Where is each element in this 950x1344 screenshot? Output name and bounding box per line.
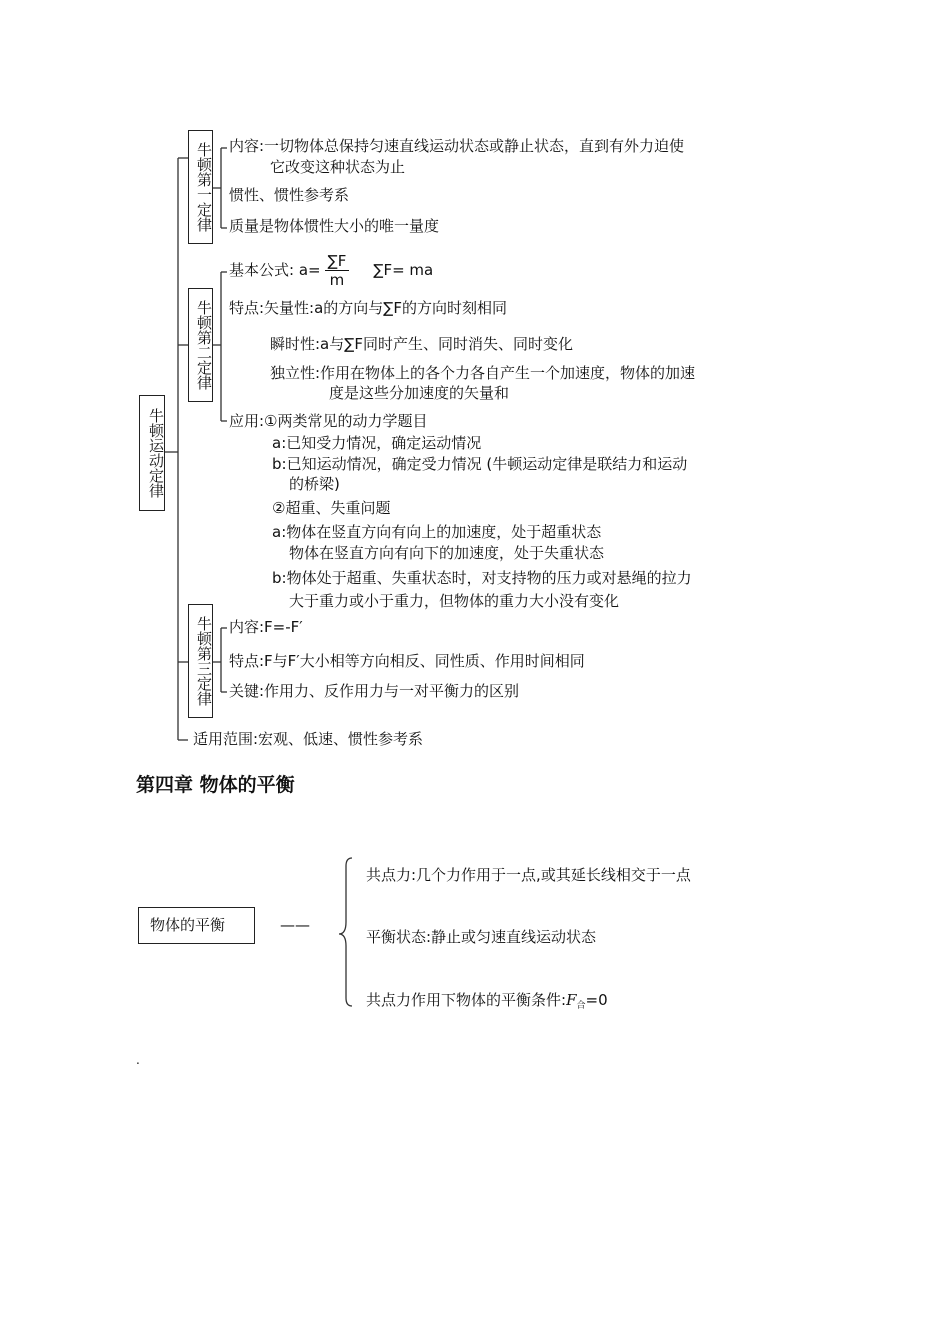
first-law-mass: 质量是物体惯性大小的唯一量度	[229, 217, 440, 235]
feature-instant: 瞬时性:a与∑F同时产生、同时消失、同时变化	[270, 335, 573, 353]
third-law-content: 内容:F=-F′	[229, 618, 303, 636]
formula-fraction	[325, 252, 350, 289]
balance-dash: ——	[280, 916, 310, 934]
application-2b-line2: 大于重力或小于重力，但物体的重力大小没有变化	[289, 592, 620, 610]
condition-prefix: 共点力作用下物体的平衡条件:	[366, 991, 567, 1009]
condition-suffix: =0	[585, 991, 608, 1009]
formula-denominator: m	[329, 271, 345, 289]
balance-box-label: 物体的平衡	[150, 916, 226, 934]
condition-variable: F	[566, 991, 577, 1009]
first-law-label: 牛顿第一定律	[195, 142, 213, 232]
first-law-content-line2: 它改变这种状态为止	[270, 158, 406, 176]
application-2b-line1: b:物体处于超重、失重状态时，对支持物的压力或对悬绳的拉力	[272, 569, 692, 587]
second-law-formula	[229, 252, 433, 289]
first-law-content-line1: 内容:一切物体总保持匀速直线运动状态或静止状态，直到有外力迫使	[229, 137, 685, 155]
first-law-inertia: 惯性、惯性参考系	[229, 186, 350, 204]
balance-item-condition	[366, 990, 608, 1016]
application-1b-line2: 的桥梁)	[289, 475, 340, 493]
third-law-label: 牛顿第三定律	[195, 616, 213, 706]
balance-item-equilibrium-state: 平衡状态:静止或匀速直线运动状态	[366, 928, 597, 946]
first-law-label-box	[188, 130, 213, 244]
balance-item-concurrent-force: 共点力:几个力作用于一点,或其延长线相交于一点	[366, 866, 691, 884]
root-label: 牛顿运动定律	[147, 408, 165, 498]
application-1: 应用:①两类常见的动力学题目	[229, 412, 428, 430]
application-2a-line1: a:物体在竖直方向有向上的加速度，处于超重状态	[272, 523, 602, 541]
scope-of-application: 适用范围:宏观、低速、惯性参考系	[193, 730, 424, 748]
second-law-label-box	[188, 288, 213, 402]
formula-prefix: 基本公式: a=	[229, 261, 321, 279]
application-2a-line2: 物体在竖直方向有向下的加速度，处于失重状态	[289, 544, 605, 562]
third-law-label-box	[188, 604, 213, 718]
application-2: ②超重、失重问题	[272, 499, 391, 517]
formula-numerator: ∑F	[325, 252, 350, 271]
feature-independence-line1: 独立性:作用在物体上的各个力各自产生一个加速度，物体的加速	[270, 364, 696, 382]
application-1b-line1: b:已知运动情况，确定受力情况 (牛顿运动定律是联结力和运动	[272, 455, 688, 473]
stray-mark: .	[136, 1053, 140, 1067]
application-1a: a:已知受力情况，确定运动情况	[272, 434, 482, 452]
formula-alt: ∑F= ma	[373, 261, 434, 279]
chapter-title: 第四章 物体的平衡	[136, 774, 295, 796]
root-label-box	[139, 395, 165, 511]
second-law-label: 牛顿第二定律	[195, 300, 213, 390]
feature-independence-line2: 度是这些分加速度的矢量和	[329, 384, 510, 402]
condition-subscript: 合	[576, 1001, 586, 1011]
third-law-feature: 特点:F与F′大小相等方向相反、同性质、作用时间相同	[229, 652, 585, 670]
feature-vector: 特点:矢量性:a的方向与∑F的方向时刻相同	[229, 299, 508, 317]
third-law-key: 关键:作用力、反作用力与一对平衡力的区别	[229, 682, 520, 700]
balance-box	[138, 907, 255, 944]
